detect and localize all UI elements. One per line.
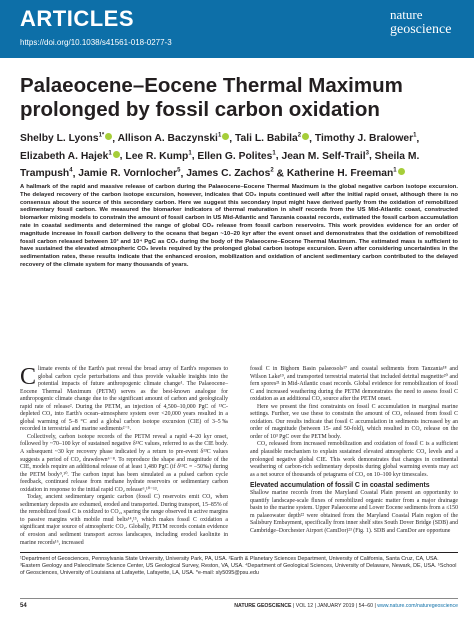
body-paragraph: CO₂ released from increased remobilization and oxidation of fossil C is a sufficient and plausible mechanism to explain sustained elevated atmospheric CO₂ levels and a prolonged negative global CIE. This work demonstrates that changes in continental weathering of carbon-rich sedimentary deposits during global warming events may act as a net source of thousands of petagrams of CO₂ on 10–100 kyr timescales. — [250, 441, 458, 478]
orcid-icon[interactable] — [398, 168, 405, 175]
footnote-divider — [20, 552, 458, 553]
author-name: Shelby L. Lyons$^{1*}$ — [20, 133, 112, 144]
orcid-icon[interactable] — [113, 151, 120, 158]
body-paragraph: fossil C in Bighorn Basin palaeosols¹⁷ and coastal sediments from Tanzania¹⁸ and Wilson Lake¹⁹, and transported terrestrial material that included detrital magnetite²⁰ and fern spores²¹ in Mid-Atlantic coast records. Global evidence for remobilization of fossil C and increased weathering during the PETM demonstrates the need to assess fossil C oxidation as an additional CO₂ source after the PETM onset. — [250, 366, 458, 403]
author-name: Jamie R. Vornlocher$^5$ — [78, 167, 181, 180]
doi-link[interactable]: https://doi.org/10.1038/s41561-018-0277-3 — [20, 38, 172, 47]
footer-issue: | VOL 12 | JANUARY 2019 | 54–60 | — [291, 603, 378, 609]
author-name: Timothy J. Bralower$^1$ — [314, 133, 417, 145]
journal-url-link[interactable]: www.nature.com/naturegeoscience — [377, 603, 458, 609]
orcid-icon[interactable] — [105, 133, 112, 140]
footer-journal-name: NATURE GEOSCIENCE — [234, 603, 292, 609]
body-column-right — [250, 366, 458, 535]
author-name: Lee R. Kump$^1$ — [125, 150, 192, 162]
footer-citation — [175, 603, 458, 609]
footer-divider — [20, 598, 458, 599]
body-paragraph: Here we present the first constraints on fossil C accumulation in marginal marine settings. Further, we use these to constrain the amount of CO₂ released from fossil C oxidation. Our results indicate that fossil C accumulation in sediments increased by an order of magnitude (between 15- and 50-fold), which resulted in CO₂ release on the order of 10³ PgC over the PETM body. — [250, 403, 458, 440]
section-heading: Elevated accumulation of fossil C in coastal sediments — [250, 482, 430, 490]
article-title: Palaeocene–Eocene Thermal Maximum prolonged by fossil carbon oxidation — [20, 74, 403, 121]
journal-logo-line1: nature — [390, 7, 423, 22]
author-name: Katherine H. Freeman$^1$ — [287, 168, 405, 179]
body-paragraph: Shallow marine records from the Maryland Coastal Plain present an opportunity to quantify landscape-scale fluxes of remobilized organic matter from a major drainage basin to the marine system. Upper Palaeocene and Lower Eocene sediments from a ≤150 m palaeowater depth²² were obtained from the Maryland Coastal Plain region of the Salisbury Embayment, specifically from inner shelf sites South Dover Bridge (SDB) and Cambridge–Dorchester Airport (CamDor)²³ (Fig. 1). SDB and CamDor are opportune — [250, 490, 458, 534]
author-name: Allison A. Baczynski$^1$ — [118, 133, 230, 144]
author-name: Jean M. Self-Trail$^3$ — [281, 150, 369, 162]
orcid-icon[interactable] — [302, 133, 309, 140]
affiliations-footnote: ¹Department of Geosciences, Pennsylvania State University, University Park, PA, USA. ²Earth & Planetary Sciences Department, University of California, Santa Cruz, CA, USA. ³Eastern Geology and Paleoclimate Science Center, US Geological Survey, Reston, VA, USA. ⁴Department of Geological Sciences, University of Delaware, Newark, DE, USA. ⁵School of Geosciences, University of Louisiana at Lafayette, Lafayette, LA, USA. *e-mail: sly5095@psu.edu — [20, 556, 457, 577]
drop-cap: C — [20, 364, 37, 390]
author-name: Ellen G. Polites$^1$ — [197, 150, 276, 162]
section-label: ARTICLES — [20, 6, 134, 31]
body-paragraph: Climate events of the Earth's past reveal the broad array of Earth's responses to global carbon cycle perturbations and thus provide valuable insights into the potential impacts of future anthropogenic climate change¹. The Palaeocene–Eocene Thermal Maximum (PETM) serves as the best-known analogue for anthropogenic climate change due to the significant amount of carbon and geologically rapid rate of release². During the PETM, an injection of 4,500–10,000 PgC of ¹³C-depleted CO₂ into Earth's ocean–atmosphere system over <20,000 years resulted in a global warming of 5–8 °C and a global carbon isotope excursion (CIE) of 3–5‰ recorded in terrestrial and marine sediments²⁻⁵. — [20, 364, 228, 433]
journal-logo — [390, 8, 460, 37]
journal-logo-line2: geoscience — [390, 22, 452, 37]
author-list: Shelby L. Lyons$^{1*}$ , Allison A. Baczynski$^1$ , Tali L. Babila$^2$ , Timothy J. Bralower$^1$, Elizabeth A. Hajek$^1$ , Lee R. Kump$^1$, Ellen G. Polites$^1$, Jean M. Self-Trail$^3$, Sheila M. Trampush$^4$, Jamie R. Vornlocher$^5$, James C. Zachos$^2$ & Katherine H. Freeman$^1$ — [20, 133, 420, 180]
body-paragraph: Collectively, carbon isotope records of the PETM reveal a rapid 4–20 kyr onset, followed by ~70–100 kyr of sustained negative δ¹³C values, referred to as the CIE body. A subsequent ~30 kyr recovery phase indicated by a return to pre-event δ¹³C values suggests a period of CO₂ drawdown⁶⁻⁸. To reproduce the shape and magnitude of the CIE, models require an additional release of at least 1,480 PgC (if δ¹³C = −50‰) during the PETM body⁹,¹⁰. The carbon input has been simulated as a pulsed carbon cycle feedback, continued release from methane hydrate reservoirs or sedimentary carbon oxidation in response to the initial rapid CO₂ release⁶,¹⁰⁻¹³. — [20, 433, 228, 493]
body-paragraph: Today, ancient sedimentary organic carbon (fossil C) reservoirs emit CO₂ when sedimentary deposits are exhumed, eroded and transported. During transport, 15–85% of the remobilized fossil C is oxidized to CO₂, sparing the range observed in active margins to passive margins with mobile mud belts¹⁴,¹⁵, which makes fossil C oxidation a significant major source of atmospheric CO₂. Globally, PETM records contain evidence of erosion and sediment transport across landscapes, including eroded kaolinite in marine records¹⁶, increased — [20, 494, 228, 546]
page-number: 54 — [20, 603, 27, 609]
body-column-left — [20, 366, 228, 547]
author-name: Elizabeth A. Hajek$^1$ — [20, 151, 120, 162]
author-name: Sheila M. Trampush$^4$ — [20, 150, 420, 180]
author-name: Tali L. Babila$^2$ — [235, 133, 309, 144]
orcid-icon[interactable] — [222, 133, 229, 140]
abstract: A hallmark of the rapid and massive release of carbon during the Palaeocene–Eocene Thermal Maximum is the global negative carbon isotope excursion. The delayed recovery of the carbon isotope excursion, however, indicates that CO₂ inputs continued well after the initial rapid onset, although there is no consensus about the source of this secondary carbon. Here we suggest this secondary input might have derived partly from the oxidation of remobilized sedimentary fossil carbon. We measured the biomarker indicators of thermal maturation in shelf records from the US Mid-Atlantic coast, constructed biomarker mixing models to constrain the amount of fossil carbon in US Mid-Atlantic and Tanzania coastal records, estimated the fossil carbon accumulation rate in coastal sediments and determined the range of global CO₂ release from fossil carbon reservoirs. This work provides evidence for an order of magnitude increase in fossil carbon delivery to the oceans that began ~10–20 kyr after the event onset and demonstrates that the oxidation of remobilized fossil carbon released between 10³ and 10⁴ PgC as CO₂ during the body of the Palaeocene–Eocene Thermal Maximum. The estimated mass is sufficient to have sustained the elevated atmospheric CO₂ levels required by the prolonged global carbon isotope excursion. Even after considering uncertainties in the sedimentation rates, these results indicate that the enhanced erosion, mobilization and oxidation of ancient sedimentary carbon contributed to the delayed recovery of the climate system for many thousands of years. — [20, 184, 458, 268]
author-name: James C. Zachos$^2$ — [186, 167, 274, 180]
